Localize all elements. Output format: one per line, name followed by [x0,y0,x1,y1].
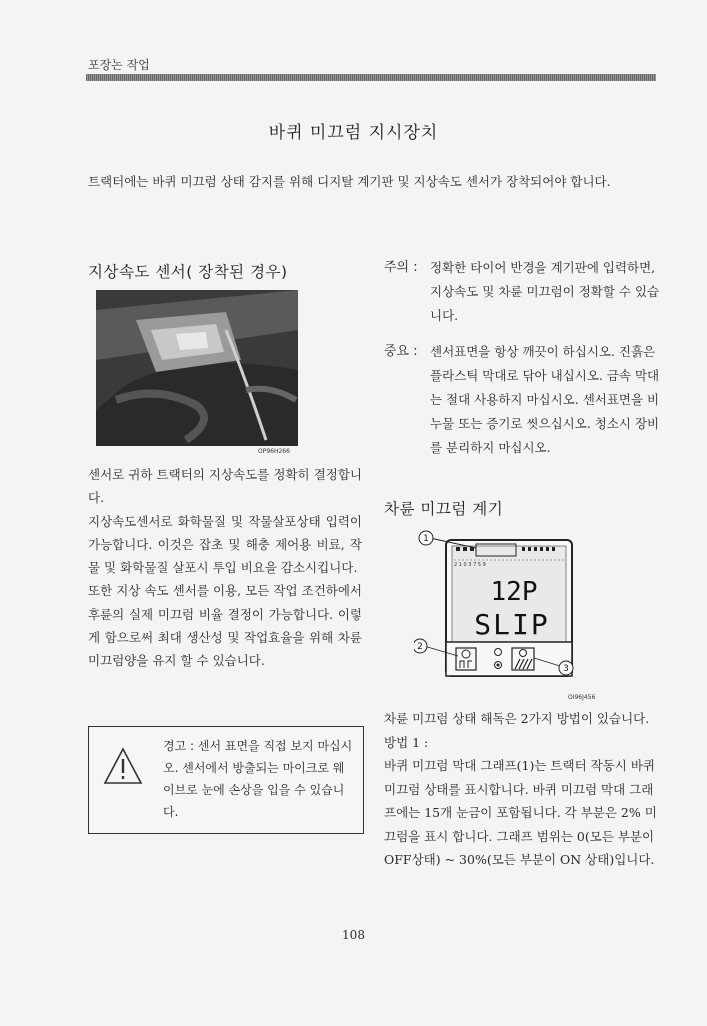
svg-text:2 1 0 3 7 5 9: 2 1 0 3 7 5 9 [454,562,486,568]
display-bottom: SLIP [474,608,550,641]
warning-triangle-icon [103,747,143,789]
caution-text: 정확한 타이어 반경을 계기판에 입력하면, 지상속도 및 차륜 미끄럼이 정확할 수 있습니다. [430,260,660,323]
paragraph: 바퀴 미끄럼 막대 그래프(1)는 트랙터 작동시 바퀴 미끄럼 상태를 표시합니다. 바퀴 미끄럼 막대 그래프에는 15개 눈금이 포함됩니다. 각 부분은 2% 미끄럼을 표시 합니다. 그래프 범위는 0(모든 부분이 OFF상태) ~ 30%(모든 부분이 ON 상태)입니다. [384,758,657,867]
intro-paragraph: 트랙터에는 바퀴 미끄럼 상태 감지를 위해 디지탈 계기판 및 지상속도 센서가 장착되어야 합니다. [88,174,611,189]
warning-text: 경고 : 센서 표면을 직접 보지 마십시오. 센서에서 방출되는 마이크로 웨이브로 눈에 손상을 입을 수 있습니다. [163,739,353,819]
display-top: 12P [490,577,538,607]
callout-2: 2 [417,642,423,652]
sensor-photo [96,290,298,446]
paragraph: 지상속도센서로 화학물질 및 작물살포상태 입력이 가능합니다. 이것은 잡초 및 해충 제어용 비료, 작물 및 화학물질 살포시 투입 비요을 감소시킵니다. [88,513,362,576]
wheel-slip-gauge [414,530,574,688]
important-note [384,340,662,460]
important-text: 센서표면을 항상 깨끗이 하십시오. 진흙은 플라스틱 막대로 닦아 내십시오. 금속 막대는 절대 사용하지 마십시오. 센서표면을 비누물 또는 증기로 씻으십시오. 청소시 장비를 분리하지 마십시오. [430,344,660,455]
paragraph: 센서로 귀하 트랙터의 지상속도를 정확히 결정합니다. [88,467,362,506]
wheel-slip-gauge-heading: 차륜 미끄럼 계기 [384,500,504,518]
page-title: 바퀴 미끄럼 지시장치 [268,123,439,143]
page-number: 108 [342,928,365,942]
warning-box [88,726,364,834]
wheel-slip-description [384,707,664,872]
caution-label: 주의 : [384,260,418,275]
header-rule [86,74,656,81]
gauge-caption: OI96J456 [568,694,596,701]
caution-note [384,256,662,328]
section-header: 포장논 작업 [88,58,150,72]
method-label: 방법 1 : [384,734,429,750]
important-label: 중요 : [384,344,418,359]
sensor-description [88,463,362,673]
paragraph: 차륜 미끄럼 상태 해독은 2가지 방법이 있습니다. [384,711,650,726]
photo-caption: OP96H266 [258,448,290,455]
callout-1: 1 [423,534,429,544]
callout-3: 3 [563,664,569,674]
paragraph: 또한 지상 속도 센서를 이용, 모든 작업 조건하에서 후륜의 실제 미끄럼 비율 결정이 가능합니다. 이렇게 함으로써 최대 생산성 및 작업효율을 위해 차륜 미끄럼양을 유지 할 수 있습니다. [88,583,362,669]
ground-speed-sensor-heading: 지상속도 센서( 장착된 경우) [88,263,288,281]
